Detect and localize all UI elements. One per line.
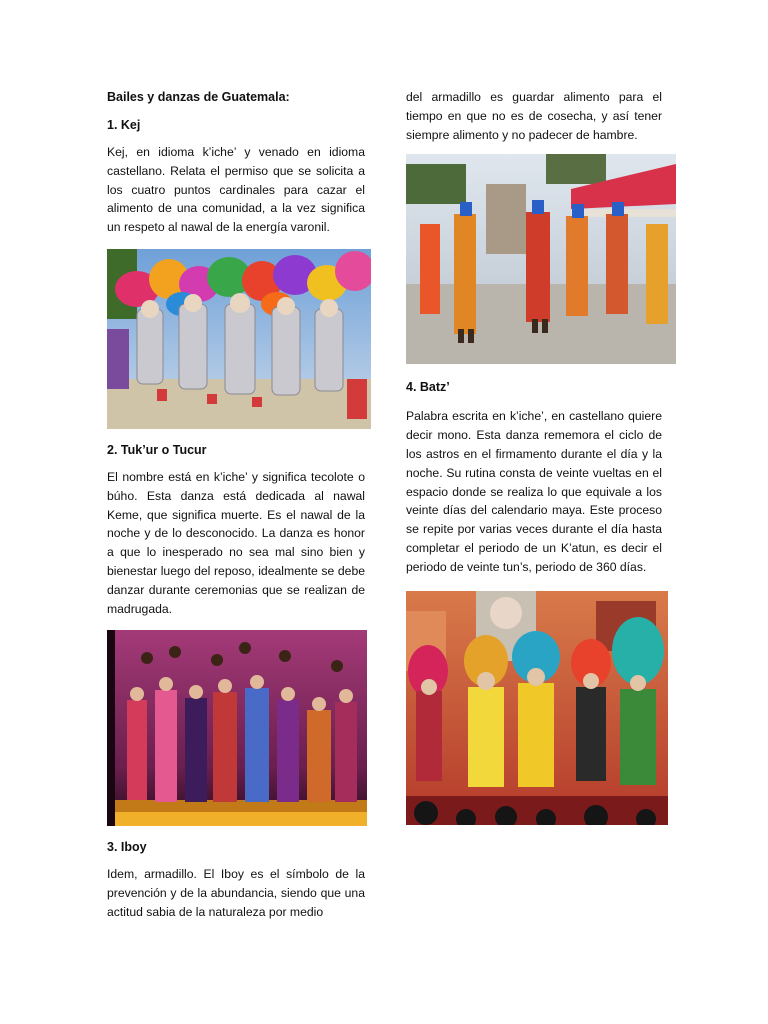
iboy-dance-photo: [406, 154, 676, 364]
section-text-iboy-continuation: del armadillo es guardar alimento para el tiempo en que no es de cosecha, y así tener siempre alimento y no padecer de hambre.: [406, 90, 662, 142]
section-text-tukur: El nombre está en k’iche’ y significa tecolote o búho. Esta danza está dedicada al nawal Keme, que significa muerte. Es el nawal de la noche y de lo desconocido. La danza es honor a que lo inesperado no sea mal sino bien y bienestar luego del reposo, idealmente se debe danzar durante ceremonias que se realizan de madrugada.: [107, 469, 365, 616]
document-title: Bailes y danzas de Guatemala:: [107, 90, 290, 104]
batz-dance-photo: [406, 591, 668, 825]
left-column: [107, 88, 365, 922]
section-text-kej: Kej, en idioma k’iche’ y venado en idioma castellano. Relata el permiso que se solicita a los cuatro puntos cardinales para cazar el alimento de una comunidad, a la vez significa un respeto al nawal de la energía varonil.: [107, 145, 365, 235]
tukur-dance-photo: [107, 630, 367, 826]
right-column: [406, 88, 662, 825]
section-heading-batz: 4. Batz’: [406, 380, 450, 395]
section-heading-tukur: 2. Tuk’ur o Tucur: [107, 442, 207, 457]
section-text-batz: Palabra escrita en k’iche’, en castellano quiere decir mono. Esta danza rememora el ciclo de los astros en el firmamento durante el día y la noche. Su rutina consta de veinte vueltas en el espacio donde se realiza lo que equivale a los veinte días del calendario maya. Este proceso se repite por varias veces durante el día hasta completar el periodo de un K’atun, es decir el periodo de veinte tun’s, periodo de 360 días.: [406, 409, 662, 574]
section-heading-iboy: 3. Iboy: [107, 840, 147, 855]
section-text-iboy: Idem, armadillo. El Iboy es el símbolo de la prevención y de la abundancia, siendo que una actitud sabia de la naturaleza por medio: [107, 867, 365, 919]
kej-dance-photo: [107, 249, 371, 429]
section-heading-kej: 1. Kej: [107, 118, 141, 132]
